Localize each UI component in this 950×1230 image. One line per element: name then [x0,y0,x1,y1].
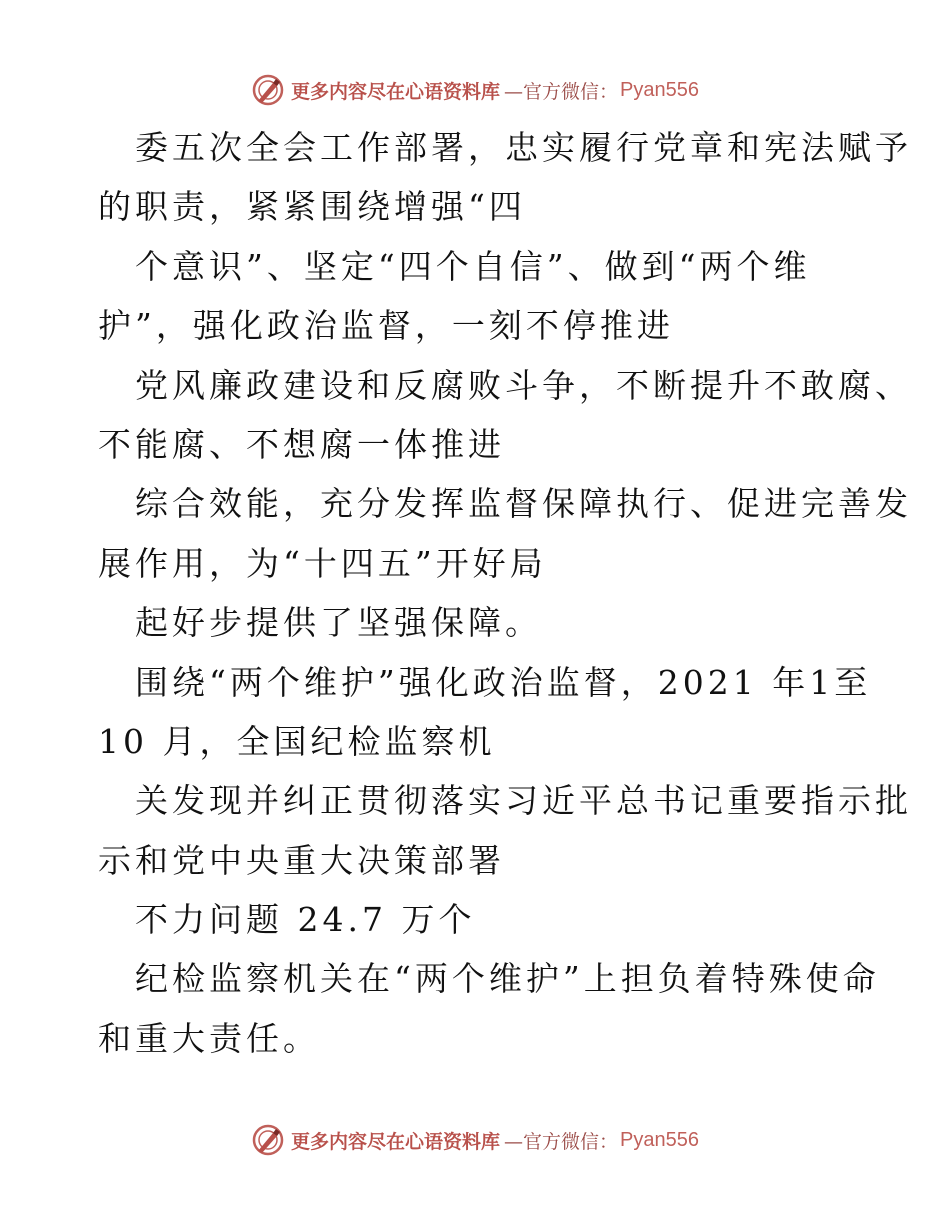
promo-text: 更多内容尽在心语资料库 [291,80,501,103]
footer-watermark-banner [0,1120,950,1160]
text-line: 不力问题 24.7 万个 [135,900,476,940]
wechat-id: Pyan556 [620,1128,699,1151]
text-line: 委五次全会工作部署，忠实履行党章和宪法赋予 [135,128,912,167]
official-wechat-label: —官方微信： [504,1130,619,1153]
document-body [98,118,912,1068]
text-line: 综合效能，充分发挥监督保障执行、促进完善发 [135,484,912,524]
text-line: 纪检监察机关在“两个维护”上担负着特殊使命 [135,959,880,999]
text-line: 党风廉政建设和反腐败斗争，不断提升不敢腐、 [135,365,912,405]
pen-logo-icon [251,73,285,107]
text-line: 围绕“两个维护”强化政治监督，2021 年1至 [135,662,872,702]
text-line: 示和党中央重大决策部署 [98,840,505,880]
text-line: 的职责，紧紧围绕增强“四 [98,187,526,227]
text-line: 护”，强化政治监督，一刻不停推进 [98,306,674,346]
promo-text: 更多内容尽在心语资料库 [291,1130,501,1153]
text-line: 展作用，为“十四五”开好局 [98,543,547,583]
text-line: 关发现并纠正贯彻落实习近平总书记重要指示批 [135,781,912,821]
header-watermark-banner [0,70,950,110]
text-line: 10 月，全国纪检监察机 [98,721,496,761]
text-line: 不能腐、不想腐一体推进 [98,424,505,464]
text-line: 个意识”、坚定“四个自信”、做到“两个维 [135,246,811,286]
pen-logo-icon [251,1123,285,1157]
text-line: 和重大责任。 [98,1018,320,1058]
wechat-id: Pyan556 [620,78,699,101]
text-line: 起好步提供了坚强保障。 [135,603,542,643]
official-wechat-label: —官方微信： [504,80,619,103]
